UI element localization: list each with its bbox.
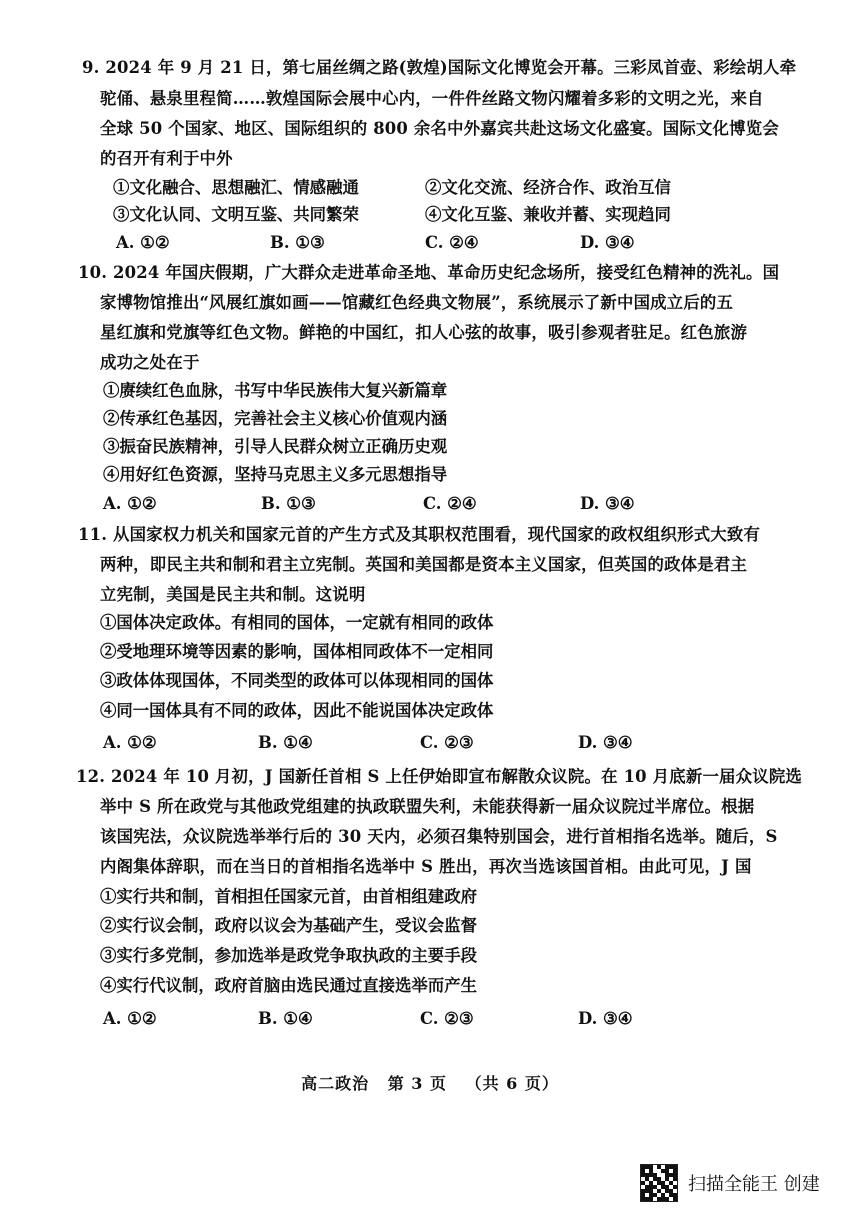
question-12-item: ①实行共和制，首相担任国家元首，由首相组建政府 xyxy=(100,887,477,906)
question-9-line: 的召开有利于中外 xyxy=(100,149,233,168)
scanner-brand-text: 扫描全能王 创建 xyxy=(688,1174,820,1195)
question-9-item: ②文化交流、经济合作、政治互信 xyxy=(425,178,671,197)
question-11-line: 立宪制，美国是民主共和制。这说明 xyxy=(100,585,366,604)
question-12-item: ②实行议会制，政府以议会为基础产生，受议会监督 xyxy=(100,916,477,935)
question-12-line: 该国宪法，众议院选举举行后的 30 天内，必须召集特别国会，进行首相指名选举。随后，S xyxy=(100,827,778,846)
question-10-item: ③振奋民族精神，引导人民群众树立正确历史观 xyxy=(103,437,448,456)
question-10-item: ②传承红色基因，完善社会主义核心价值观内涵 xyxy=(103,409,448,428)
question-9-line: 全球 50 个国家、地区、国际组织的 800 余名中外嘉宾共赴这场文化盛宴。国际文化博览会 xyxy=(100,119,779,138)
question-10-choice-c: C. ②④ xyxy=(423,494,477,513)
question-9-item: ④文化互鉴、兼收并蓄、实现趋同 xyxy=(425,205,671,224)
question-10-line: 星红旗和党旗等红色文物。鲜艳的中国红，扣人心弦的故事，吸引参观者驻足。红色旅游 xyxy=(100,323,748,342)
question-9-choice-a: A. ①② xyxy=(116,233,170,252)
question-12-choice-a: A. ①② xyxy=(103,1009,157,1028)
footer-page-number: 第 3 页 xyxy=(387,1074,447,1093)
question-9-choice-c: C. ②④ xyxy=(425,233,479,252)
question-11-choice-a: A. ①② xyxy=(103,733,157,752)
question-10-choice-d: D. ③④ xyxy=(580,494,635,513)
question-11-choice-c: C. ②③ xyxy=(420,733,474,752)
question-11-item: ④同一国体具有不同的政体，因此不能说国体决定政体 xyxy=(100,701,494,720)
question-12-choice-c: C. ②③ xyxy=(420,1009,474,1028)
question-12-item: ④实行代议制，政府首脑由选民通过直接选举而产生 xyxy=(100,976,477,995)
question-11-item: ①国体决定政体。有相同的国体，一定就有相同的政体 xyxy=(100,613,494,632)
question-9-choice-d: D. ③④ xyxy=(580,233,635,252)
question-12-item: ③实行多党制，参加选举是政党争取执政的主要手段 xyxy=(100,946,477,965)
question-9-line: 9. 2024 年 9 月 21 日，第七届丝绸之路(敦煌)国际文化博览会开幕。三彩凤首壶、彩绘胡人牵 xyxy=(82,58,797,77)
footer-subject: 高二政治 xyxy=(301,1074,370,1093)
question-10-line: 家博物馆推出“风展红旗如画——馆藏红色经典文物展”，系统展示了新中国成立后的五 xyxy=(100,293,734,312)
question-11-item: ③政体体现国体，不同类型的政体可以体现相同的国体 xyxy=(100,671,494,690)
question-10-choice-a: A. ①② xyxy=(103,494,157,513)
question-10-line: 10. 2024 年国庆假期，广大群众走进革命圣地、革命历史纪念场所，接受红色精神的洗礼。国 xyxy=(78,263,780,282)
question-11-choice-d: D. ③④ xyxy=(578,733,633,752)
question-10-choice-b: B. ①③ xyxy=(261,494,316,513)
question-9-item: ③文化认同、文明互鉴、共同繁荣 xyxy=(113,205,359,224)
question-11-line: 11. 从国家权力机关和国家元首的产生方式及其职权范围看，现代国家的政权组织形式大致有 xyxy=(78,525,761,544)
qr-code-icon xyxy=(640,1164,678,1202)
question-12-line: 举中 S 所在政党与其他政党组建的执政联盟失利，未能获得新一届众议院过半席位。根据 xyxy=(100,797,755,816)
question-10-line: 成功之处在于 xyxy=(100,353,200,372)
question-12-line: 12. 2024 年 10 月初，J 国新任首相 S 上任伊始即宣布解散众议院。在 10 月底新一届众议院选 xyxy=(76,767,802,786)
scanner-watermark xyxy=(640,1164,840,1204)
question-10-item: ④用好红色资源，坚持马克思主义多元思想指导 xyxy=(103,465,448,484)
question-12-line: 内阁集体辞职，而在当日的首相指名选举中 S 胜出，再次当选该国首相。由此可见，J 国 xyxy=(100,857,752,876)
question-10-item: ①赓续红色血脉，书写中华民族伟大复兴新篇章 xyxy=(103,381,448,400)
question-9-line: 驼俑、悬泉里程简……敦煌国际会展中心内，一件件丝路文物闪耀着多彩的文明之光，来自 xyxy=(100,89,764,108)
question-11-item: ②受地理环境等因素的影响，国体相同政体不一定相同 xyxy=(100,642,494,661)
page-footer xyxy=(0,1071,860,1094)
footer-total-pages: （共 6 页） xyxy=(465,1074,559,1093)
question-11-choice-b: B. ①④ xyxy=(258,733,313,752)
question-9-choice-b: B. ①③ xyxy=(270,233,325,252)
question-12-choice-b: B. ①④ xyxy=(258,1009,313,1028)
question-9-item: ①文化融合、思想融汇、情感融通 xyxy=(113,178,359,197)
question-12-choice-d: D. ③④ xyxy=(578,1009,633,1028)
question-11-line: 两种，即民主共和制和君主立宪制。英国和美国都是资本主义国家，但英国的政体是君主 xyxy=(100,555,748,574)
